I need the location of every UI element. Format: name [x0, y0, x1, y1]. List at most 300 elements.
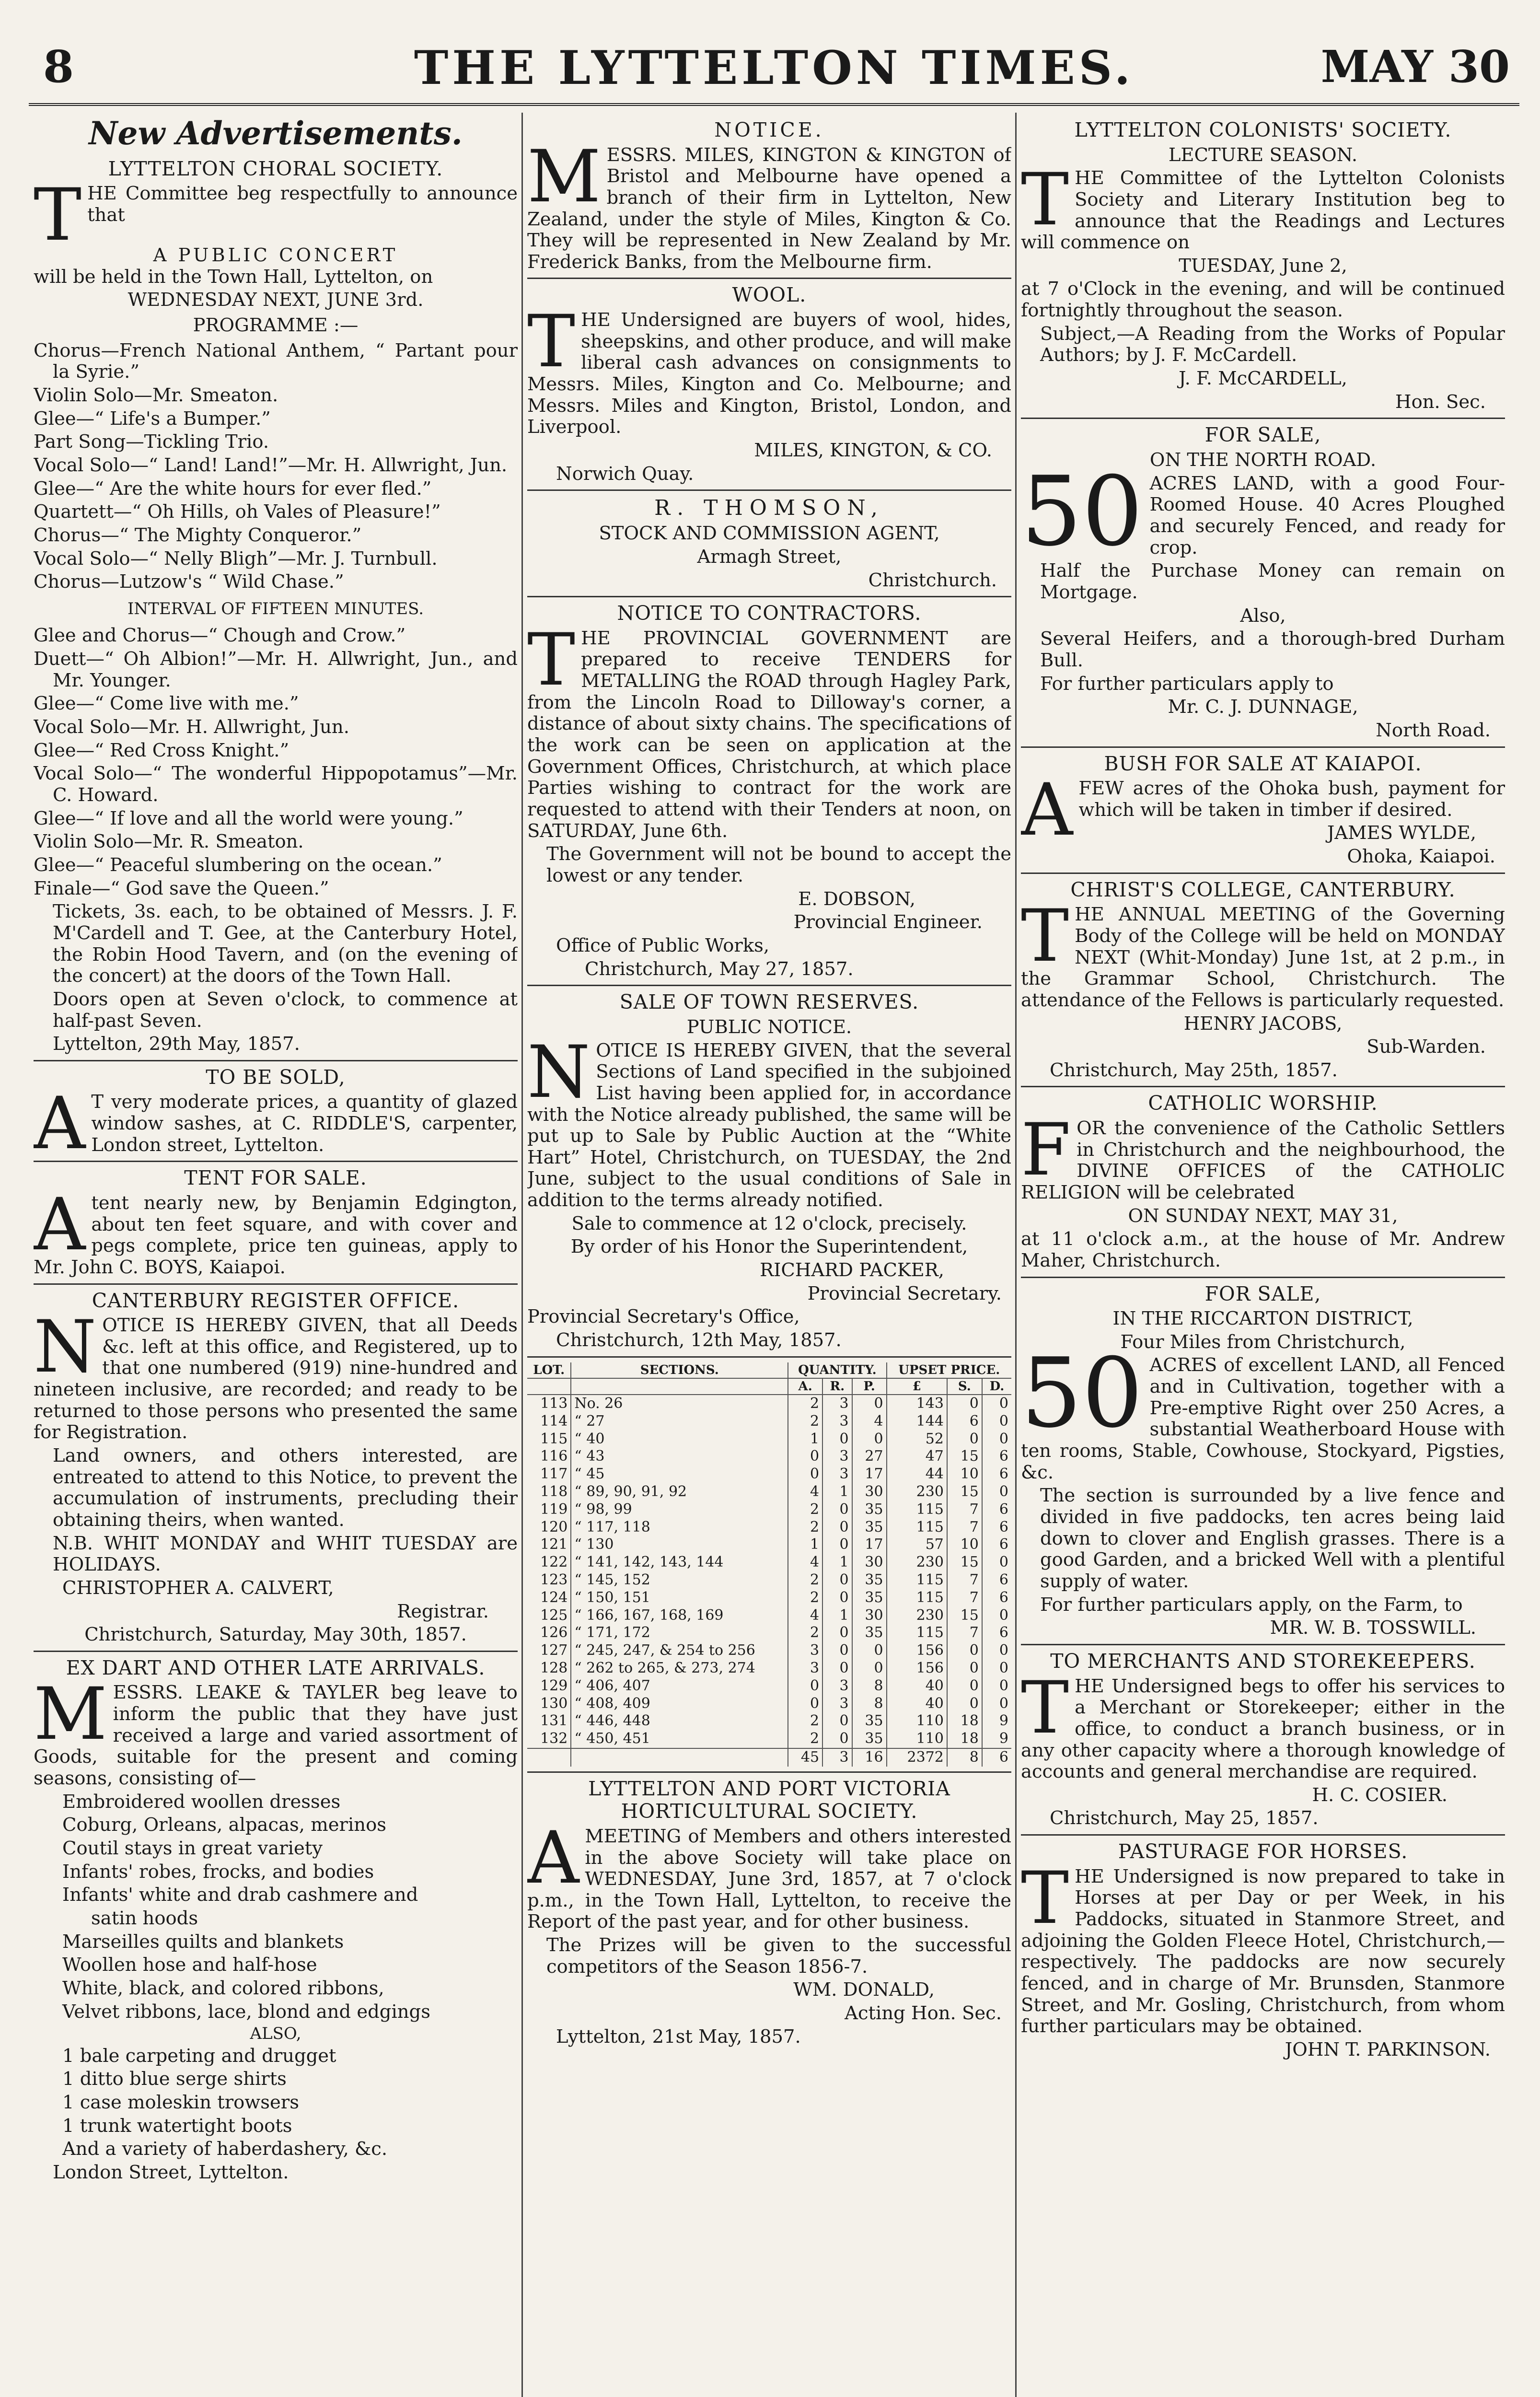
programme-item: Glee—“ Are the white hours for ever fled.”: [34, 477, 432, 500]
table-cell: 2: [788, 1413, 822, 1431]
ad-title: SALE OF TOWN RESERVES.: [619, 990, 919, 1014]
table-cell: 0: [982, 1677, 1011, 1695]
signer: H. C. COSIER.: [1312, 1784, 1447, 1806]
total-cell: 8: [947, 1748, 982, 1767]
table-cell: 1: [822, 1607, 852, 1625]
drop-cap: A: [34, 1183, 86, 1267]
also-label: Also,: [1240, 605, 1286, 627]
programme-item: Glee—“ Come live with me.”: [34, 693, 299, 715]
programme-item: Vocal Solo—Mr. H. Allwright, Jun.: [34, 716, 349, 738]
ad-text: at 11 o'clock a.m., at the house of Mr. Andrew Maher, Christchurch.: [1021, 1228, 1505, 1271]
drop-cap: T: [1021, 895, 1069, 978]
programme-item: Duett—“ Oh Albion!”—Mr. H. Allwright, Jun., and Mr. Younger.: [34, 648, 518, 691]
table-row: [527, 1554, 1011, 1571]
table-cell: 117: [540, 1466, 568, 1483]
table-cell: 47: [887, 1448, 947, 1466]
table-cell: 8: [852, 1695, 887, 1713]
programme-item: Glee and Chorus—“ Chough and Crow.”: [34, 625, 406, 647]
table-cell: 0: [822, 1571, 852, 1589]
concert-date: WEDNESDAY NEXT, JUNE 3rd.: [127, 289, 424, 311]
table-cell: 35: [852, 1712, 887, 1730]
divider: [1021, 1644, 1505, 1645]
table-cell: 2: [788, 1589, 822, 1607]
table-cell: “ 45: [571, 1466, 788, 1483]
ad-subtitle: PUBLIC NOTICE.: [686, 1016, 852, 1038]
dateline: Christchurch, 12th May, 1857.: [556, 1329, 842, 1351]
table-cell: “ 166, 167, 168, 169: [571, 1607, 788, 1625]
issue-date: MAY 30: [1320, 41, 1510, 93]
programme-item: Finale—“ God save the Queen.”: [34, 877, 329, 899]
ad-title: CANTERBURY REGISTER OFFICE.: [92, 1289, 460, 1312]
table-cell: 15: [947, 1554, 982, 1571]
table-cell: 0: [822, 1431, 852, 1448]
list-item: Infants' white and drab cashmere and: [62, 1884, 418, 1906]
colonists-society-ad: [1021, 119, 1505, 413]
table-cell: 0: [947, 1695, 982, 1713]
unit-header: A.: [788, 1378, 822, 1395]
table-cell: 119: [540, 1501, 568, 1518]
thomson-ad: [527, 496, 1011, 591]
christs-college-ad: [1021, 879, 1505, 1082]
table-row: [527, 1395, 1011, 1413]
table-cell: 52: [887, 1431, 947, 1448]
address: Norwich Quay.: [556, 463, 694, 485]
pasturage-ad: [1021, 1840, 1505, 2060]
list-item: White, black, and colored ribbons,: [62, 1978, 384, 1999]
table-cell: 7: [947, 1624, 982, 1642]
table-cell: “ 27: [571, 1413, 788, 1431]
divider: [1021, 873, 1505, 874]
table-cell: “ 446, 448: [571, 1712, 788, 1730]
ad-text: For further particulars apply to: [1040, 673, 1334, 695]
total-cell: 2372: [887, 1748, 947, 1767]
ad-text: The section is surrounded by a live fence and divided in five paddocks, ten acres being laid down to clover and English grasses. There is a good Garden, and a bricked Well with a plentiful supply of water.: [1040, 1485, 1505, 1593]
doors-text: Doors open at Seven o'clock, to commence at half-past Seven.: [53, 988, 518, 1032]
ad-title: BUSH FOR SALE AT KAIAPOI.: [1104, 752, 1422, 775]
total-cell: 16: [852, 1748, 887, 1767]
table-cell: 0: [822, 1712, 852, 1730]
event-date: TUESDAY, June 2,: [1179, 255, 1347, 277]
unit-header: S.: [947, 1378, 982, 1395]
ad-text: FEW acres of the Ohoka bush, payment for which will be taken in timber if desired.: [1078, 778, 1505, 821]
ad-title: LYTTELTON AND PORT VICTORIA HORTICULTURAL SOCIETY.: [588, 1777, 950, 1823]
table-cell: 0: [852, 1395, 887, 1413]
divider: [1021, 1277, 1505, 1278]
table-cell: “ 117, 118: [571, 1519, 788, 1536]
ad-text: The Government will not be bound to accept the lowest or any tender.: [546, 843, 1011, 887]
signer-role: Acting Hon. Sec.: [845, 2002, 1002, 2025]
ad-title: NOTICE.: [714, 118, 824, 141]
signer-role: Registrar.: [397, 1600, 489, 1622]
ad-subtitle: IN THE RICCARTON DISTRICT,: [1112, 1308, 1413, 1330]
table-cell: 40: [887, 1677, 947, 1695]
table-cell: 230: [887, 1554, 947, 1571]
signer-role: Sub-Warden.: [1366, 1036, 1486, 1058]
table-cell: “ 262 to 265, & 273, 274: [571, 1660, 788, 1677]
list-item: Coburg, Orleans, alpacas, merinos: [62, 1814, 387, 1836]
table-cell: 9: [982, 1730, 1011, 1748]
table-cell: 15: [947, 1483, 982, 1501]
table-cell: 116: [540, 1448, 568, 1465]
drop-cap: M: [34, 1673, 107, 1757]
holidays-note: N.B. WHIT MONDAY and WHIT TUESDAY are HOLIDAYS.: [53, 1532, 518, 1576]
ad-text: HE Undersigned are buyers of wool, hides, sheepskins, and other produce, and will make liberal cash advances on consignments to Messrs. Miles, Kington and Co. Melbourne; and Messrs. Miles and Kington, Bristol, London, and Liverpool.: [527, 309, 1011, 438]
table-cell: 35: [852, 1571, 887, 1589]
newspaper-title: THE LYTTELTON TIMES.: [414, 41, 1135, 95]
ad-title: TENT FOR SALE.: [184, 1166, 367, 1190]
table-cell: 0: [947, 1642, 982, 1660]
table-row: [527, 1466, 1011, 1483]
table-cell: 130: [540, 1695, 568, 1712]
table-cell: 125: [540, 1606, 568, 1624]
catholic-worship-ad: [1021, 1092, 1505, 1271]
table-row: [527, 1695, 1011, 1713]
table-cell: 4: [788, 1554, 822, 1571]
ad-text: ESSRS. MILES, KINGTON & KINGTON of Bristol and Melbourne have opened a branch of their firm in Lyttelton, New Zealand, under the style of Miles, Kington & Co. They will be represented in New Zealand by Mr. Frederick Banks, from the Melbourne firm.: [527, 144, 1011, 273]
table-cell: 4: [852, 1413, 887, 1431]
signer: JOHN T. PARKINSON.: [1285, 2038, 1491, 2060]
table-cell: 0: [822, 1589, 852, 1607]
dateline: Christchurch, May 25th, 1857.: [1050, 1059, 1338, 1081]
table-cell: 7: [947, 1589, 982, 1607]
programme-item: Vocal Solo—“ Nelly Bligh”—Mr. J. Turnbull.: [34, 547, 438, 570]
divider: [34, 1283, 518, 1285]
ad-title: TO MERCHANTS AND STOREKEEPERS.: [1050, 1650, 1476, 1673]
list-item: Embroidered woollen dresses: [62, 1791, 341, 1813]
drop-cap: N: [527, 1030, 591, 1114]
table-cell: 0: [982, 1642, 1011, 1660]
table-cell: 6: [982, 1589, 1011, 1607]
table-cell: 9: [982, 1712, 1011, 1730]
table-cell: 0: [982, 1431, 1011, 1448]
table-cell: 17: [852, 1536, 887, 1554]
signer-role: Provincial Secretary.: [807, 1282, 1002, 1304]
notice-ad: [527, 119, 1011, 273]
table-cell: 0: [947, 1660, 982, 1677]
table-cell: 115: [887, 1571, 947, 1589]
table-cell: 10: [947, 1466, 982, 1483]
programme-item: Glee—“ Peaceful slumbering on the ocean.”: [34, 854, 442, 876]
table-cell: “ 171, 172: [571, 1624, 788, 1642]
table-cell: 3: [788, 1642, 822, 1660]
ad-text: For further particulars apply, on the Farm, to: [1040, 1594, 1463, 1616]
signer-role: Provincial Engineer.: [793, 911, 983, 933]
divider: [527, 278, 1011, 279]
table-row: [527, 1607, 1011, 1625]
ad-text: Several Heifers, and a thorough-bred Durham Bull.: [1040, 628, 1505, 671]
table-cell: 6: [982, 1501, 1011, 1519]
table-cell: 30: [852, 1607, 887, 1625]
table-cell: 121: [540, 1536, 568, 1553]
divider: [1021, 1834, 1505, 1836]
section-heading: New Advertisements.: [89, 115, 463, 152]
signer: Mr. C. J. DUNNAGE,: [1168, 696, 1358, 718]
ad-title: TO BE SOLD,: [206, 1065, 346, 1089]
table-cell: 35: [852, 1589, 887, 1607]
ad-text: will be held in the Town Hall, Lyttelton, on: [34, 266, 433, 288]
table-row: [527, 1413, 1011, 1431]
ad-text: OR the convenience of the Catholic Settlers in Christchurch and the neighbourhood, the DIVINE OFFICES of the CATHOLIC RELIGION will be celebrated: [1021, 1117, 1505, 1203]
table-cell: 110: [887, 1712, 947, 1730]
table-cell: 2: [788, 1624, 822, 1642]
ad-text: Sale to commence at 12 o'clock, precisely.: [571, 1212, 967, 1234]
drop-cap: 50: [1021, 1338, 1143, 1450]
programme-item: Violin Solo—Mr. Smeaton.: [34, 384, 278, 407]
table-row: [527, 1730, 1011, 1748]
ad-title: CHRIST'S COLLEGE, CANTERBURY.: [1070, 878, 1456, 901]
table-cell: 2: [788, 1395, 822, 1413]
reserves-table: [527, 1362, 1011, 1767]
signer: J. F. McCARDELL,: [1179, 368, 1347, 390]
signer: HENRY JACOBS,: [1183, 1012, 1343, 1035]
divider: [527, 1356, 1011, 1358]
table-cell: 144: [887, 1413, 947, 1431]
address: Ohoka, Kaiapoi.: [1347, 846, 1495, 868]
programme-item: Glee—“ Red Cross Knight.”: [34, 739, 289, 761]
ad-title: NOTICE TO CONTRACTORS.: [617, 602, 922, 625]
table-cell: 0: [822, 1519, 852, 1536]
drop-cap: T: [1021, 158, 1069, 242]
table-cell: 0: [822, 1501, 852, 1519]
column-header: LOT.: [527, 1362, 571, 1378]
table-cell: 0: [947, 1431, 982, 1448]
column-header: UPSET PRICE.: [887, 1362, 1011, 1378]
signer: WM. DONALD,: [793, 1979, 935, 2001]
table-cell: 6: [982, 1448, 1011, 1466]
table-row: [527, 1589, 1011, 1607]
drop-cap: 50: [1021, 455, 1143, 568]
ad-text: HE Undersigned is now prepared to take in Horses at per Day or per Week, in his Paddocks, situated in Stanmore Street, and adjoining the Golden Fleece Hotel, Christchurch,—respectively. The paddocks are now securely fenced, and in charge of Mr. Brunsden, Stanmore Street, and Mr. Gosling, Christchurch, from whom further particulars may be obtained.: [1021, 1865, 1505, 2037]
contractors-ad: [527, 602, 1011, 980]
programme-item: Chorus—“ The Mighty Conqueror.”: [34, 524, 362, 546]
ad-subtitle: ON THE NORTH ROAD.: [1149, 449, 1377, 471]
programme-item: Quartett—“ Oh Hills, oh Vales of Pleasure!”: [34, 501, 441, 523]
table-cell: 40: [887, 1695, 947, 1713]
signer: RICHARD PACKER,: [760, 1259, 944, 1281]
table-cell: 0: [982, 1483, 1011, 1501]
table-cell: 0: [788, 1677, 822, 1695]
horticultural-ad: [527, 1778, 1011, 2048]
table-cell: 0: [982, 1395, 1011, 1413]
table-cell: 1: [788, 1431, 822, 1448]
office: Office of Public Works,: [556, 935, 770, 957]
table-cell: 27: [852, 1448, 887, 1466]
list-item: Velvet ribbons, lace, blond and edgings: [62, 2001, 430, 2023]
column-2: [527, 115, 1011, 2397]
table-cell: 0: [852, 1660, 887, 1677]
programme-item: Chorus—Lutzow's “ Wild Chase.”: [34, 571, 344, 593]
event-date: ON SUNDAY NEXT, MAY 31,: [1128, 1205, 1398, 1227]
ad-title: LYTTELTON CHORAL SOCIETY.: [108, 157, 443, 180]
programme-item: Glee—“ If love and all the world were young.”: [34, 807, 463, 829]
total-cell: 3: [822, 1748, 852, 1767]
ad-title: CATHOLIC WORSHIP.: [1148, 1092, 1378, 1115]
divider: [34, 1060, 518, 1061]
ad-title: FOR SALE,: [1204, 1282, 1321, 1305]
late-arrivals-ad: [34, 1657, 518, 2184]
ad-title: WOOL.: [732, 283, 807, 307]
divider: [527, 489, 1011, 491]
register-office-ad: [34, 1290, 518, 1646]
drop-cap: A: [527, 1816, 579, 1900]
also-label: ALSO,: [250, 2024, 301, 2044]
table-row: [527, 1660, 1011, 1677]
address: London Street, Lyttelton.: [53, 2162, 289, 2184]
table-cell: 0: [947, 1395, 982, 1413]
table-row: [527, 1571, 1011, 1589]
table-cell: 2: [788, 1519, 822, 1536]
table-cell: 18: [947, 1730, 982, 1748]
list-item: 1 bale carpeting and drugget: [62, 2045, 336, 2067]
agent-name: R. THOMSON,: [654, 496, 884, 521]
agent-city: Christchurch.: [868, 569, 997, 591]
ad-subtitle: LECTURE SEASON.: [1168, 144, 1358, 166]
table-cell: 0: [822, 1730, 852, 1748]
list-item: And a variety of haberdashery, &c.: [62, 2138, 388, 2160]
table-cell: 4: [788, 1483, 822, 1501]
ad-title: PASTURAGE FOR HORSES.: [1118, 1840, 1408, 1863]
table-cell: 15: [947, 1448, 982, 1466]
programme-label: PROGRAMME :—: [193, 314, 359, 337]
table-cell: 30: [852, 1483, 887, 1501]
divider: [1021, 1086, 1505, 1087]
list-item: 1 case moleskin trowsers: [62, 2092, 299, 2114]
table-cell: “ 406, 407: [571, 1677, 788, 1695]
ad-text: HE Committee of the Lyttelton Colonists Society and Literary Institution beg to announce that the Readings and Lectures will commence on: [1021, 167, 1505, 254]
page-number: 8: [43, 41, 74, 93]
table-cell: 0: [788, 1695, 822, 1713]
list-item: Marseilles quilts and blankets: [62, 1931, 344, 1953]
table-cell: 1: [822, 1554, 852, 1571]
table-cell: 35: [852, 1519, 887, 1536]
column-3: [1021, 115, 1505, 2397]
ad-text: ACRES LAND, with a good Four-Roomed House. 40 Acres Ploughed and securely Fenced, and ready for crop.: [1149, 472, 1505, 559]
column-divider: [521, 113, 523, 2397]
to-be-sold-ad: [34, 1065, 518, 1166]
table-cell: 30: [852, 1554, 887, 1571]
column-header: QUANTITY.: [788, 1362, 886, 1378]
dateline: Christchurch, Saturday, May 30th, 1857.: [84, 1624, 467, 1646]
table-cell: 0: [982, 1695, 1011, 1713]
signer-role: Hon. Sec.: [1395, 391, 1486, 413]
table-cell: 0: [788, 1448, 822, 1466]
table-cell: “ 89, 90, 91, 92: [571, 1483, 788, 1501]
table-cell: 6: [982, 1536, 1011, 1554]
table-cell: 127: [540, 1642, 568, 1659]
column-header: SECTIONS.: [571, 1362, 788, 1378]
table-cell: 7: [947, 1501, 982, 1519]
ad-text: HE ANNUAL MEETING of the Governing Body of the College will be held on MONDAY NEXT (Whit-Monday) June 1st, at 2 p.m., in the Grammar School, Christchurch. The attendance of the Fellows is particularly requested.: [1021, 904, 1505, 1011]
table-cell: “ 450, 451: [571, 1730, 788, 1748]
table-cell: 124: [540, 1589, 568, 1606]
table-row: [527, 1519, 1011, 1536]
table-cell: “ 98, 99: [571, 1501, 788, 1519]
town-reserves-ad: [527, 991, 1011, 1766]
table-cell: 3: [822, 1677, 852, 1695]
table-cell: 4: [788, 1607, 822, 1625]
table-cell: 0: [822, 1536, 852, 1554]
table-row: [527, 1448, 1011, 1466]
table-cell: “ 245, 247, & 254 to 256: [571, 1642, 788, 1660]
table-cell: 0: [947, 1677, 982, 1695]
table-cell: 3: [822, 1466, 852, 1483]
table-cell: “ 40: [571, 1431, 788, 1448]
list-item: Infants' robes, frocks, and bodies: [62, 1861, 374, 1883]
table-cell: 131: [540, 1712, 568, 1730]
table-cell: 35: [852, 1624, 887, 1642]
table-cell: 2: [788, 1712, 822, 1730]
table-cell: 35: [852, 1730, 887, 1748]
table-cell: 123: [540, 1571, 568, 1588]
table-cell: 2: [788, 1571, 822, 1589]
table-cell: 6: [947, 1413, 982, 1431]
unit-header: R.: [822, 1378, 852, 1395]
table-cell: 7: [947, 1519, 982, 1536]
unit-header: D.: [982, 1378, 1011, 1395]
table-cell: 129: [540, 1677, 568, 1694]
dateline: Lyttelton, 21st May, 1857.: [556, 2025, 801, 2048]
table-row: [527, 1501, 1011, 1519]
signer: MR. W. B. TOSSWILL.: [1270, 1617, 1476, 1639]
ad-text: at 7 o'Clock in the evening, and will be continued fortnightly throughout the season.: [1021, 278, 1505, 322]
ad-text: Half the Purchase Money can remain on Mortgage.: [1040, 560, 1505, 603]
table-cell: 0: [822, 1642, 852, 1660]
table-cell: 132: [540, 1730, 568, 1747]
bush-sale-ad: [1021, 753, 1505, 868]
wool-ad: [527, 284, 1011, 485]
list-item: 1 trunk watertight boots: [62, 2115, 292, 2137]
table-cell: 120: [540, 1518, 568, 1536]
table-cell: “ 145, 152: [571, 1571, 788, 1589]
divider: [1021, 418, 1505, 419]
dateline: Christchurch, May 27, 1857.: [585, 958, 854, 980]
table-cell: 2: [788, 1501, 822, 1519]
table-cell: 2: [788, 1730, 822, 1748]
ad-text: HE Committee beg respectfully to announce that: [87, 183, 518, 226]
column-1: [34, 115, 518, 2397]
table-cell: 6: [982, 1519, 1011, 1536]
table-cell: 115: [887, 1519, 947, 1536]
divider: [527, 1771, 1011, 1773]
table-cell: 18: [947, 1712, 982, 1730]
table-cell: 17: [852, 1466, 887, 1483]
table-cell: 0: [822, 1624, 852, 1642]
ad-text: The Prizes will be given to the successful competitors of the Season 1856-7.: [546, 1934, 1011, 1978]
table-cell: No. 26: [571, 1395, 788, 1413]
programme-item: Glee—“ Life's a Bumper.”: [34, 407, 271, 430]
ad-text: HE Undersigned begs to offer his services to a Merchant or Storekeeper; either in the office, to conduct a branch business, or in any other capacity where a thorough knowledge of accounts and general merchandise are required.: [1021, 1675, 1505, 1783]
table-row: [527, 1536, 1011, 1554]
table-cell: 230: [887, 1483, 947, 1501]
programme-item: Chorus—French National Anthem, “ Partant pour la Syrie.”: [34, 339, 518, 383]
table-cell: 0: [982, 1660, 1011, 1677]
table-cell: 8: [852, 1677, 887, 1695]
table-cell: 6: [982, 1571, 1011, 1589]
table-cell: 115: [540, 1430, 568, 1447]
signer: E. DOBSON,: [798, 888, 915, 910]
ad-text: HE PROVINCIAL GOVERNMENT are prepared to receive TENDERS for METALLING the ROAD through Hagley Park, from the Lincoln Road to Dilloway's corner, a distance of about sixty chains. The specifications of the work can be seen on application at the Government Offices, Christchurch, at which place Parties wishing to contract for the work are requested to attend with their Tenders at noon, on SATURDAY, June 6th.: [527, 627, 1011, 842]
programme-item: Vocal Solo—“ The wonderful Hippopotamus”—Mr. C. Howard.: [34, 763, 518, 806]
table-cell: 7: [947, 1571, 982, 1589]
riccarton-sale-ad: [1021, 1283, 1505, 1639]
table-row: [527, 1483, 1011, 1501]
total-cell: 6: [982, 1748, 1011, 1767]
drop-cap: F: [1021, 1108, 1071, 1192]
masthead: [29, 36, 1519, 101]
dateline: Lyttelton, 29th May, 1857.: [53, 1033, 300, 1055]
merchants-ad: [1021, 1650, 1505, 1829]
totals-row: [527, 1748, 1011, 1767]
